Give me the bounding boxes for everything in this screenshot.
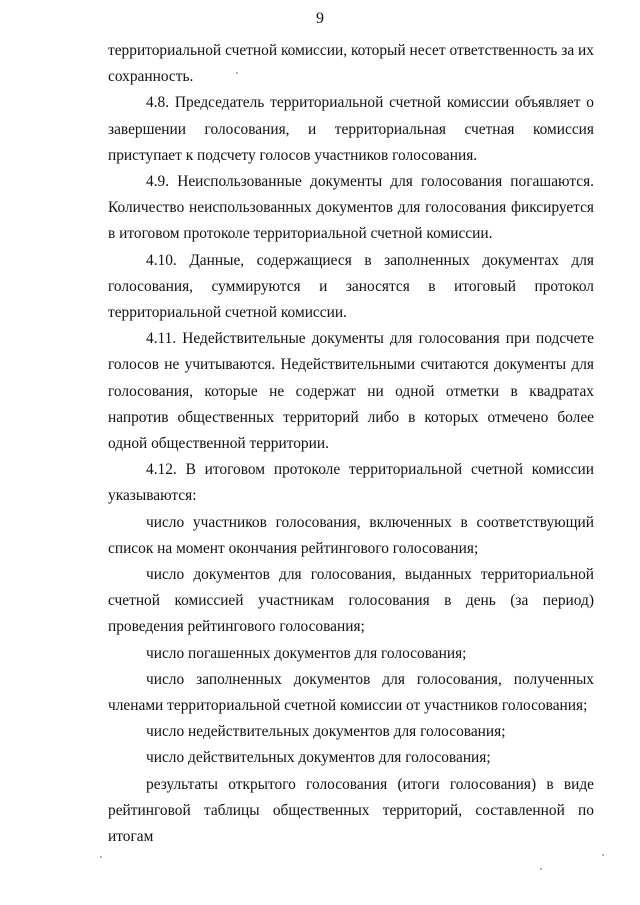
paragraph-4-9: 4.9. Неиспользованные документы для голосования погашаются. Количество неиспользованных документов для голосования фиксируется в итоговом протоколе территориальной счетной комиссии.: [108, 173, 594, 243]
list-item-issued-documents: число документов для голосования, выданных территориальной счетной комиссией участникам голосования в день (за период) проведения рейтингового голосования;: [108, 566, 594, 636]
list-item-participants-count: число участников голосования, включенных в соответствующий список на момент окончания рейтингового голосования;: [108, 513, 594, 557]
paragraph-4-8: 4.8. Председатель территориальной счетной комиссии объявляет о завершении голосования, и территориальная счетная комиссия приступает к подсчету голосов участников голосования.: [108, 94, 594, 164]
scan-speck: [100, 856, 102, 858]
scan-speck: [602, 854, 604, 856]
list-item-completed-documents: число заполненных документов для голосования, полученных членами территориальной счетной комиссии от участников голосования;: [108, 670, 594, 715]
list-item-voting-results: результаты открытого голосования (итоги голосования) в виде рейтинговой таблицы общественных территорий, составленной по итогам: [108, 775, 594, 846]
paragraph-continuation: территориальной счетной комиссии, который несет ответственность за их сохранность.: [108, 42, 594, 86]
paragraph-4-12: 4.12. В итоговом протоколе территориальной счетной комиссии указываются:: [108, 461, 594, 505]
list-item-invalid-documents: число недействительных документов для голосования;: [146, 723, 506, 741]
paragraph-4-11: 4.11. Недействительные документы для голосования при подсчете голосов не учитываются. Недействительными считаются документы для голосования, которые не содержат ни одной отметки в квадратах напротив общественных территорий либо в которых отмечено более одной общественной территории.: [108, 330, 594, 453]
scan-speck: [540, 868, 542, 870]
list-item-valid-documents: число действительных документов для голосования;: [146, 749, 491, 767]
paragraph-4-10: 4.10. Данные, содержащиеся в заполненных документах для голосования, суммируются и заносятся в итоговый протокол территориальной счетной комиссии.: [108, 251, 594, 322]
page-number: 9: [316, 10, 324, 27]
list-item-cancelled-documents: число погашенных документов для голосования;: [146, 644, 467, 662]
scan-speck: [236, 72, 238, 74]
document-body: [108, 38, 594, 850]
